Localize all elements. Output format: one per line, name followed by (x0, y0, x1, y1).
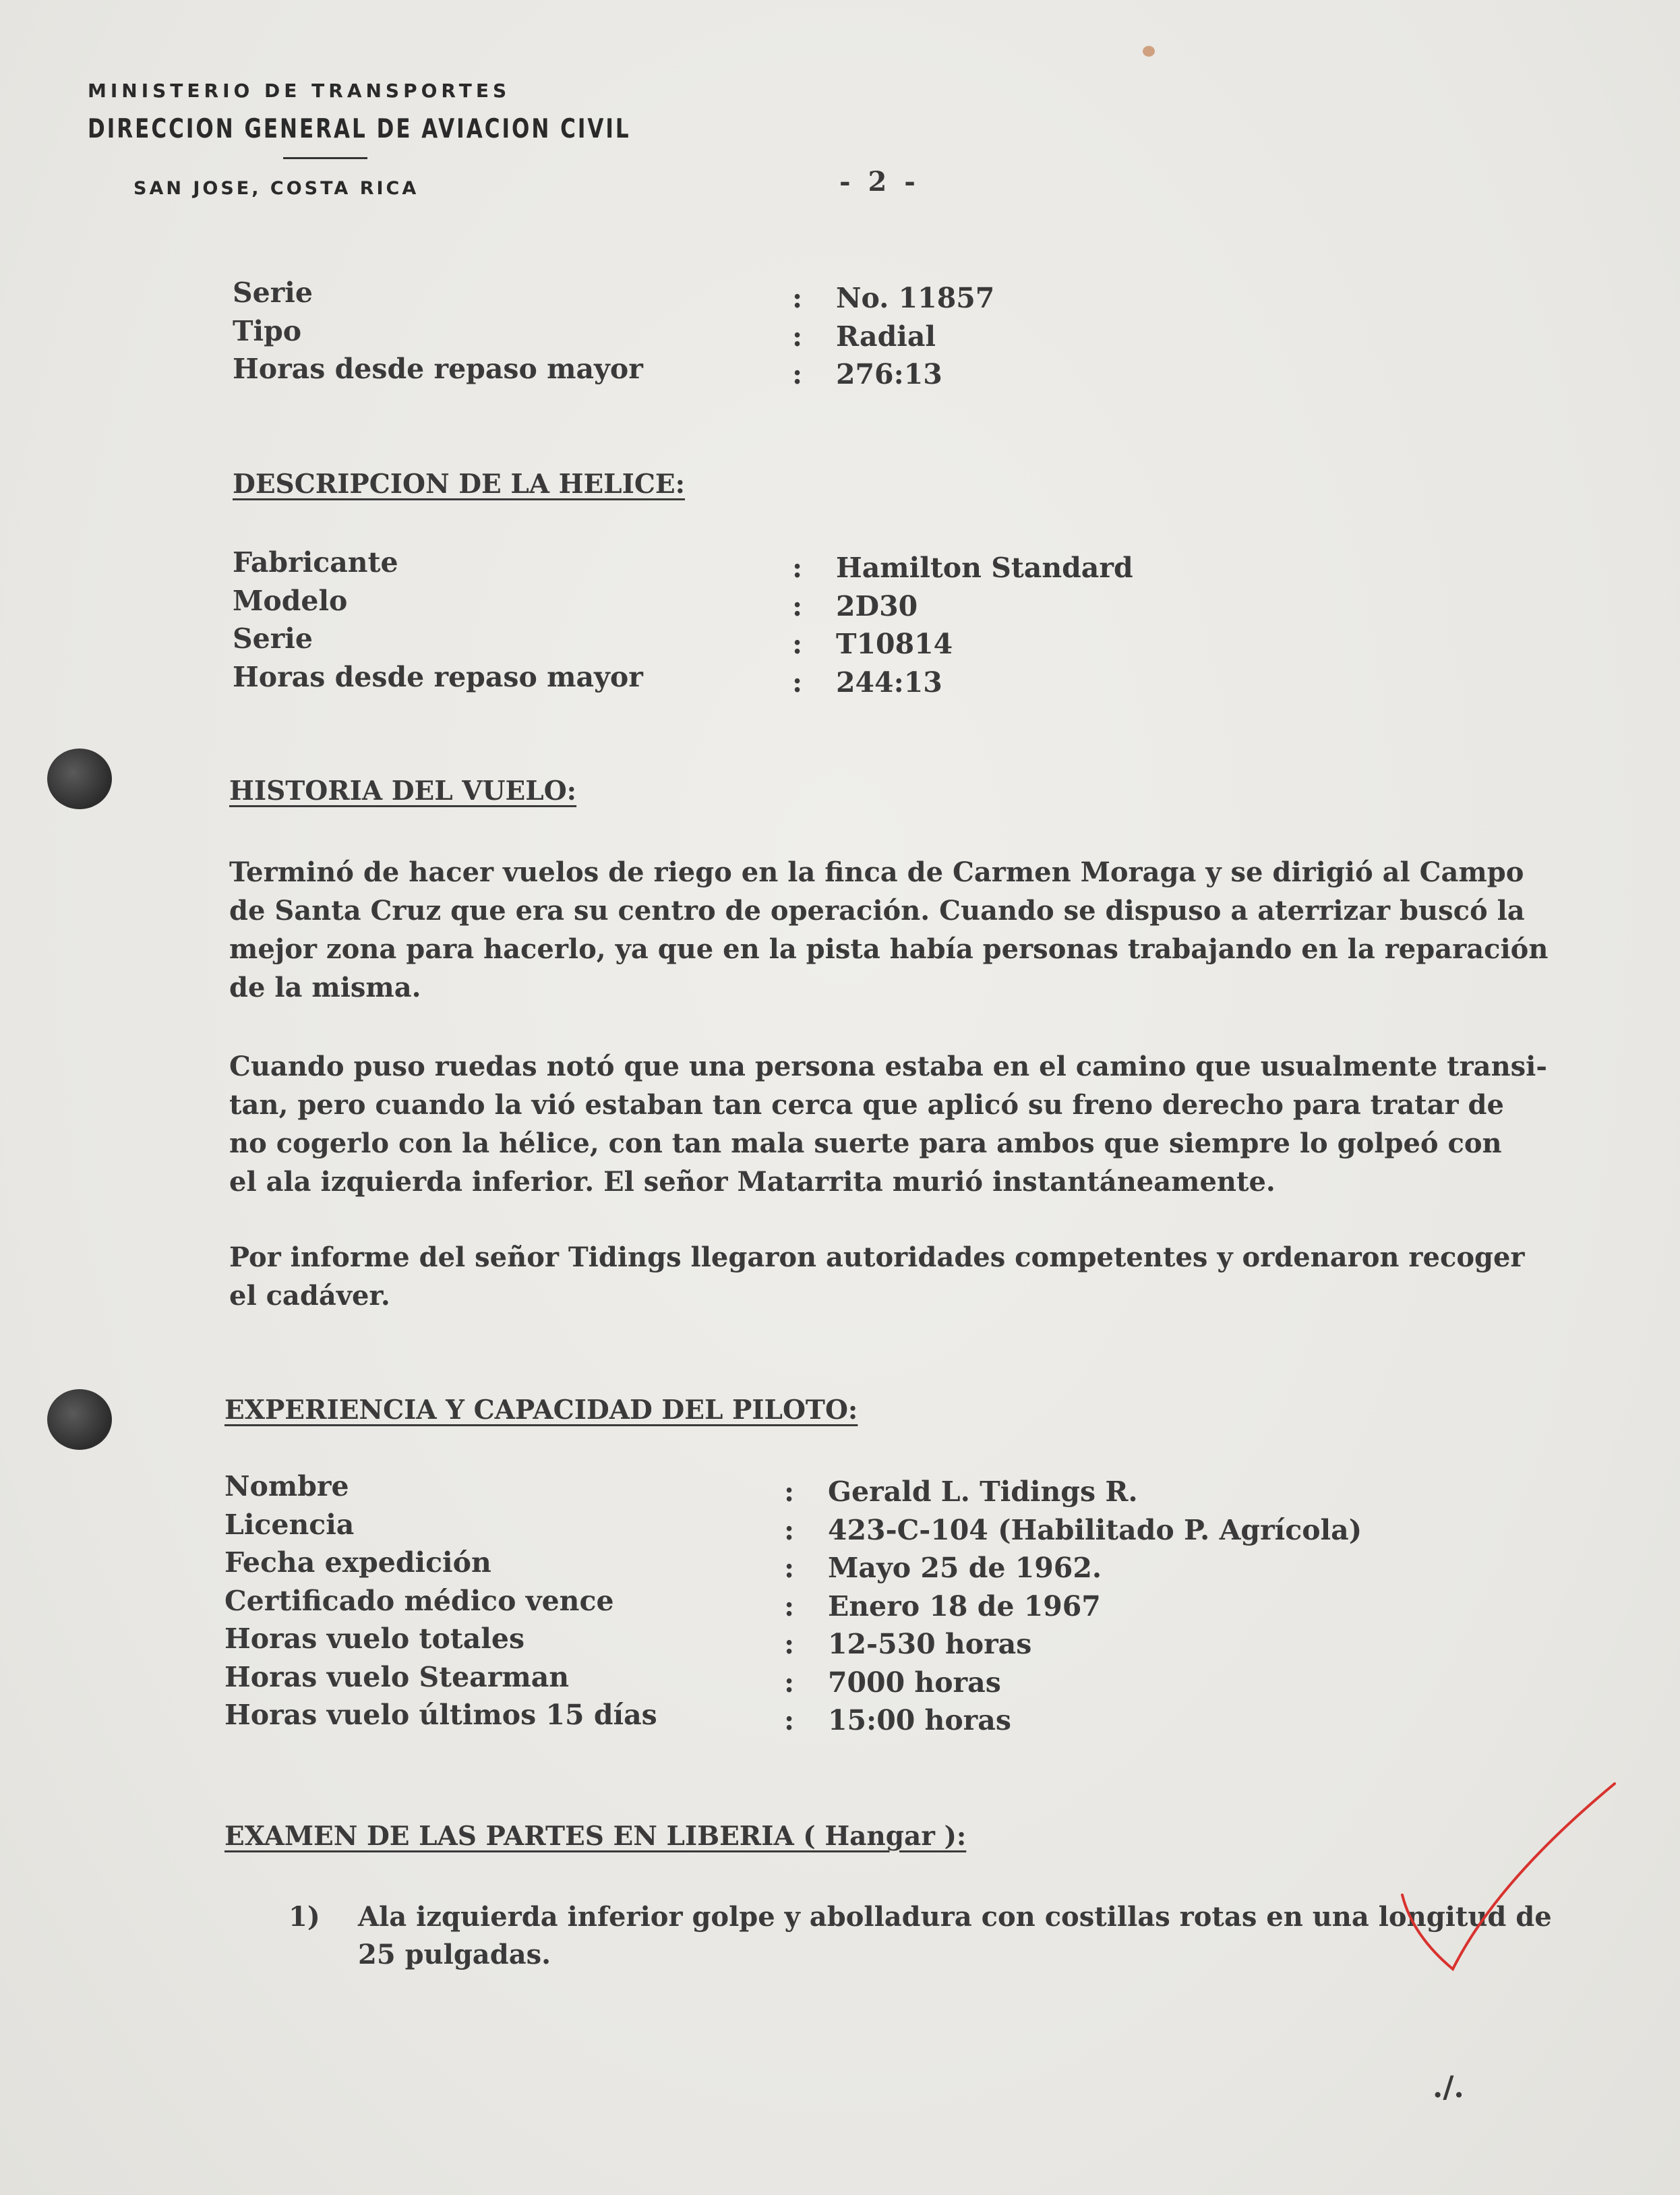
row-colon: : (792, 666, 803, 699)
ministry-name: MINISTERIO DE TRANSPORTES (88, 80, 511, 102)
row-label: Nombre (224, 1470, 349, 1502)
directorate-name: DIRECCION GENERAL DE AVIACION CIVIL (88, 114, 631, 144)
item-text: Ala izquierda inferior golpe y abolladura con costillas rotas en una longitud de 25 pulgadas. (358, 1901, 1552, 1970)
row-value: T10814 (836, 628, 953, 660)
row-label: Horas desde repaso mayor (233, 353, 643, 385)
row-label: Fabricante (233, 546, 398, 579)
paper-stain (1143, 46, 1155, 57)
row-colon: : (792, 552, 803, 584)
punch-hole-top (47, 749, 112, 809)
row-value: No. 11857 (836, 282, 995, 314)
row-label: Modelo (233, 584, 348, 617)
row-label: Fecha expedición (224, 1546, 491, 1579)
continued-mark: ./. (1433, 2070, 1464, 2105)
row-value: Radial (836, 320, 936, 353)
row-label: Horas vuelo totales (224, 1622, 525, 1655)
row-colon: : (784, 1628, 795, 1660)
city-name: SAN JOSE, COSTA RICA (133, 178, 419, 199)
row-value: Mayo 25 de 1962. (828, 1552, 1102, 1584)
flight-history-paragraph-1: Terminó de hacer vuelos de riego en la finca de Carmen Moraga y se dirigió al Campo de Santa Cruz que era su centro de operación. Cuando se dispuso a aterrizar buscó la mejor zona para hacerlo, ya que en la pista había personas trabajando en la reparación de la misma. (229, 856, 1549, 1003)
row-value: 15:00 horas (828, 1704, 1011, 1736)
red-check-mark-icon (1382, 1767, 1638, 1983)
flight-history-heading: HISTORIA DEL VUELO: (229, 775, 577, 807)
row-label: Certificado médico vence (224, 1584, 614, 1617)
row-value: 12-530 horas (828, 1628, 1032, 1660)
row-label: Horas desde repaso mayor (233, 660, 643, 693)
letterhead-rule (283, 157, 367, 159)
row-value: Hamilton Standard (836, 552, 1133, 584)
row-value: Gerald L. Tidings R. (828, 1475, 1138, 1508)
punch-hole-bottom (47, 1389, 112, 1450)
row-label: Serie (233, 276, 313, 309)
row-label: Tipo (233, 314, 302, 347)
row-colon: : (792, 358, 803, 390)
page-number: - 2 - (839, 166, 920, 198)
row-colon: : (784, 1513, 795, 1546)
row-colon: : (792, 282, 803, 314)
row-value: 276:13 (836, 358, 942, 390)
flight-history-paragraph-3: Por informe del señor Tidings llegaron autoridades competentes y ordenaron recoger el cadáver. (229, 1241, 1525, 1312)
row-label: Licencia (224, 1508, 355, 1541)
letterhead (88, 80, 631, 199)
row-label: Horas vuelo últimos 15 días (224, 1699, 657, 1731)
row-value: 423-C-104 (Habilitado P. Agrícola) (828, 1513, 1362, 1546)
row-value: 2D30 (836, 589, 918, 622)
row-colon: : (784, 1475, 795, 1508)
row-colon: : (784, 1704, 795, 1736)
row-colon: : (792, 589, 803, 622)
flight-history-paragraph-2: Cuando puso ruedas notó que una persona estaba en el camino que usualmente transi- tan, pero cuando la vió estaban tan cerca que aplicó su freno derecho para tratar de no cogerlo con la hélice, con tan mala suerte para ambos que siempre lo golpeó con el ala izquierda inferior. El señor Matarrita murió instantáneamente. (229, 1051, 1547, 1198)
row-colon: : (792, 320, 803, 353)
row-value: 244:13 (836, 666, 942, 699)
row-colon: : (792, 628, 803, 660)
row-colon: : (784, 1552, 795, 1584)
item-number: 1) (289, 1901, 320, 1933)
row-label: Serie (233, 622, 313, 655)
propeller-heading: DESCRIPCION DE LA HELICE: (233, 469, 685, 500)
examination-heading: EXAMEN DE LAS PARTES EN LIBERIA ( Hangar ): (224, 1821, 967, 1852)
row-value: 7000 horas (828, 1666, 1001, 1699)
row-value: Enero 18 de 1967 (828, 1589, 1101, 1622)
row-colon: : (784, 1666, 795, 1699)
row-label: Horas vuelo Stearman (224, 1660, 570, 1693)
row-colon: : (784, 1589, 795, 1622)
pilot-heading: EXPERIENCIA Y CAPACIDAD DEL PILOTO: (224, 1395, 858, 1426)
